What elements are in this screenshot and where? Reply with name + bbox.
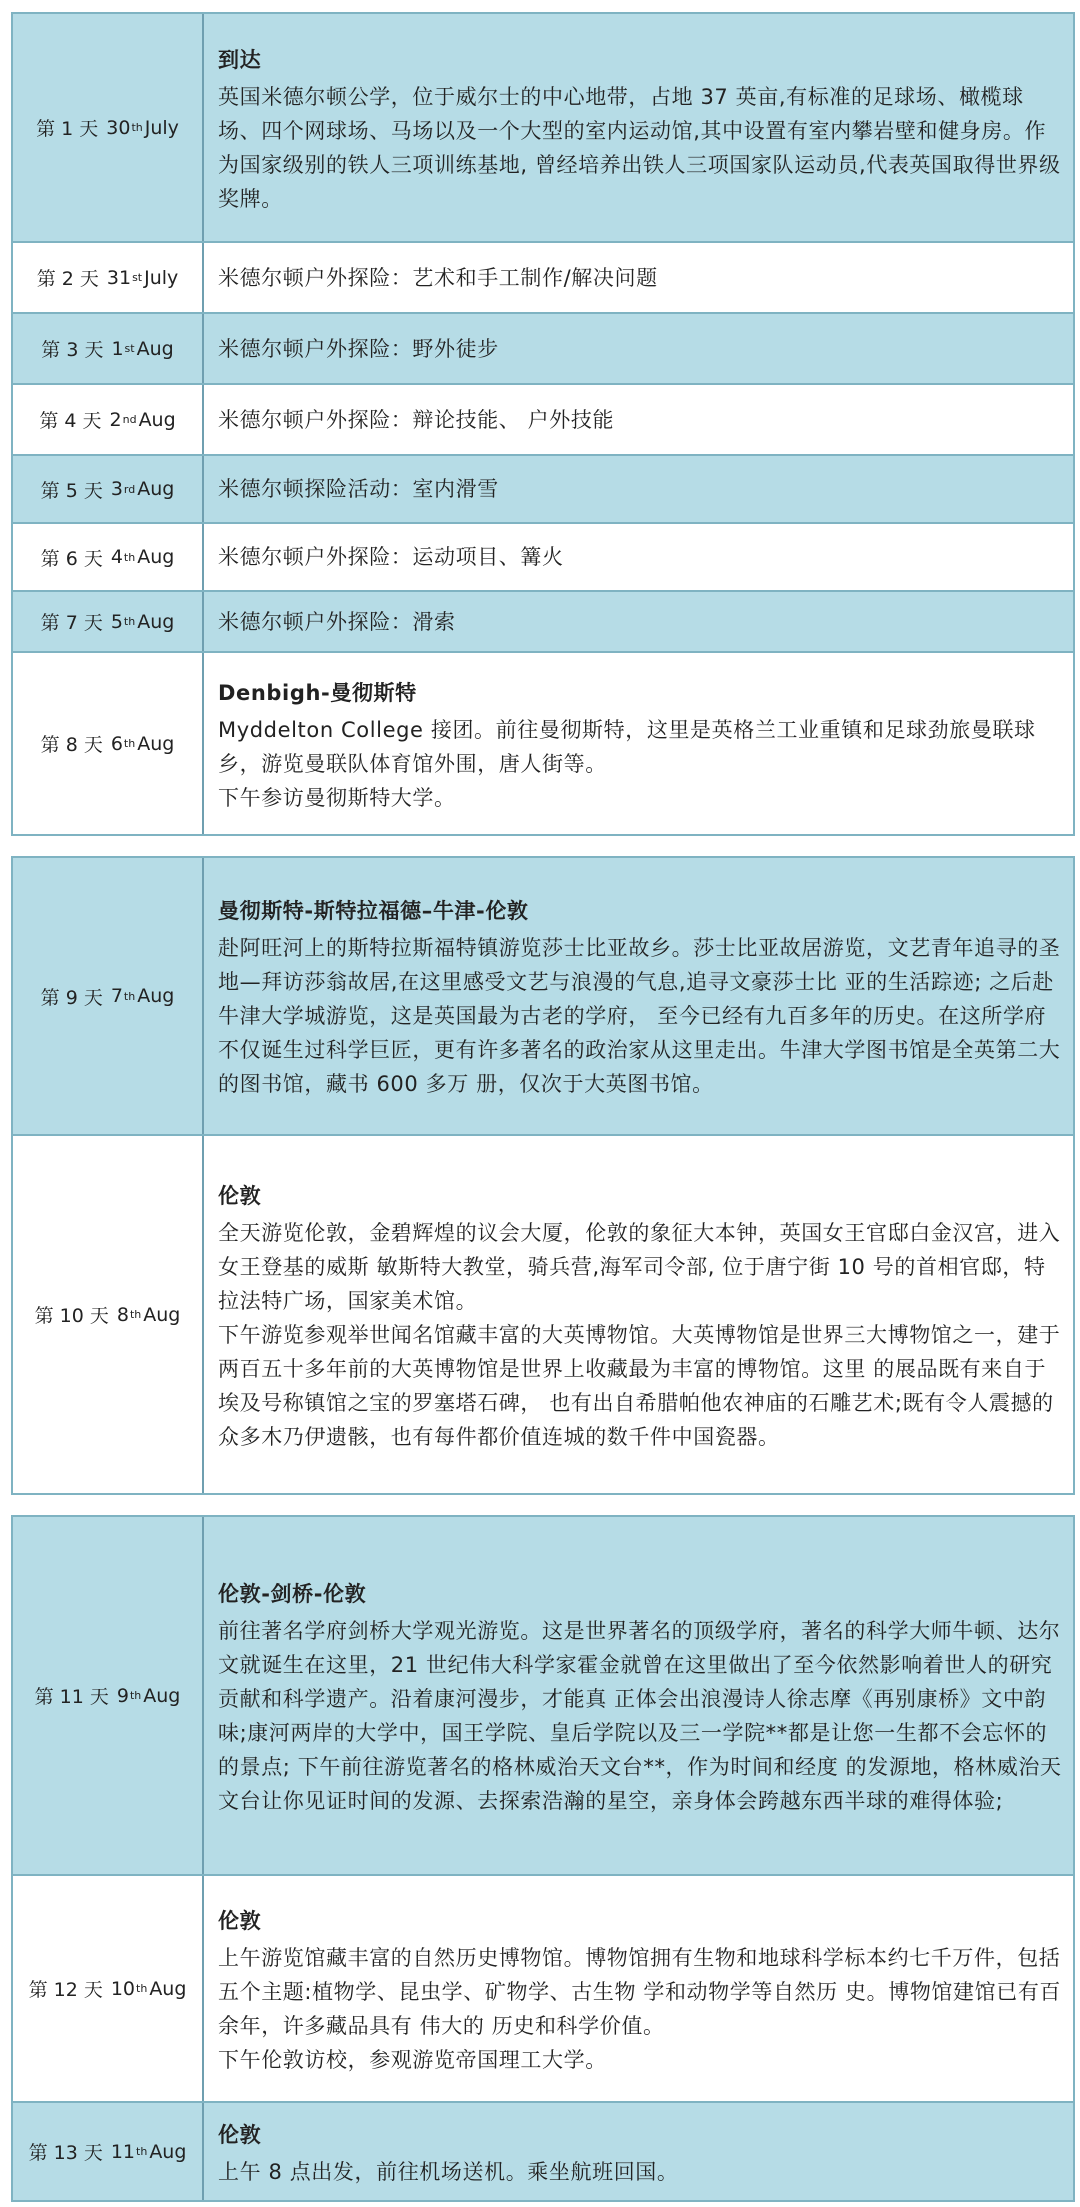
day-cell [13,385,204,454]
month: Aug [137,610,175,633]
itinerary-table [11,856,1075,1495]
month: Aug [138,408,176,431]
activity-title: 曼彻斯特-斯特拉福德–牛津-伦敦 [218,899,529,923]
activity-title: Denbigh-曼彻斯特 [218,680,417,705]
day-number: 第 1 天 [36,118,99,140]
date-number: 31 [106,266,132,289]
activity-cell [204,456,1073,522]
date-number: 2 [109,408,122,431]
activity-title: 伦敦 [218,1908,262,1933]
day-number: 第 5 天 [40,479,103,502]
activity-cell [204,314,1073,383]
day-cell [13,524,204,590]
activity-description: 前往著名学府剑桥大学观光游览。这是世界著名的顶级学府，著名的科学大师牛顿、达尔文就诞生在这里，21 世纪伟大科学家霍金就曾在这里做出了至今依然影响着世人的研究贡献和科学遗产。沿着康河漫步，才能真 正体会出浪漫诗人徐志摩《再别康桥》文中韵味;康河两岸的大学中，国王学院、皇后学院以及三一学院**都是让您一生都不会忘怀的的景点; 下午前往游览著名的格林威治天文台**，作为时间和经度 的发源地，格林威治天文台让你见证时间的发源、去探索浩瀚的星空，亲身体会跨越东西半球的难得体验; [218,1618,1062,1813]
day-number: 第 6 天 [40,547,103,570]
date-number: 6 [110,732,123,755]
day-number: 第 8 天 [40,734,103,756]
activity-cell [204,524,1073,590]
activity-cell [204,1876,1073,2101]
activity-description: 米德尔顿户外探险：运动项目、篝火 [218,545,564,569]
day-cell [13,858,204,1134]
day-number: 第 7 天 [40,612,103,634]
activity-description: 下午游览参观举世闻名馆藏丰富的大英博物馆。大英博物馆是世界三大博物馆之一，建于两百五十多年前的大英博物馆是世界上收藏最为丰富的博物馆。这里 的展品既有来自于埃及号称镇馆之宝的罗塞塔石碑， 也有出自希腊帕他农神庙的石雕艺术;既有令人震撼的众多木乃伊遗骸，也有每件都价值连城的数千件中国瓷器。 [218,1322,1061,1449]
itinerary-row [13,1517,1073,1874]
itinerary-row [13,383,1073,454]
date-suffix: th [131,121,143,134]
day-cell [13,592,204,651]
date-number: 11 [110,2140,136,2163]
date-suffix: st [124,342,135,355]
date-number: 3 [110,478,123,500]
itinerary-table [11,1515,1075,2202]
day-number: 第 12 天 [28,1979,103,2001]
activity-cell [204,2103,1073,2200]
date-number: 30 [106,116,131,139]
activity-title: 伦敦 [218,2122,262,2147]
date-suffix: th [129,1689,142,1702]
itinerary-row [13,858,1073,1134]
activity-description: 米德尔顿户外探险：辩论技能、 户外技能 [218,407,615,432]
itinerary-row [13,1874,1073,2101]
itinerary-row [13,590,1073,651]
activity-cell [204,592,1073,651]
month: Aug [143,1303,181,1326]
date-suffix: th [136,2145,148,2158]
day-cell [13,314,204,383]
activity-cell [204,385,1073,454]
date-suffix: nd [122,413,137,426]
activity-title: 伦敦-剑桥-伦敦 [218,1581,367,1606]
month: Aug [149,1977,187,2000]
day-cell [13,1517,204,1874]
activity-title: 伦敦 [218,1183,262,1208]
month: Aug [137,478,175,500]
activity-description: 下午参访曼彻斯特大学。 [218,785,456,810]
date-suffix: th [136,1982,148,1995]
itinerary-row [13,651,1073,834]
activity-cell [204,1136,1073,1493]
date-number: 8 [116,1303,129,1326]
itinerary-row [13,1134,1073,1493]
date-number: 9 [116,1684,129,1707]
itinerary-row [13,454,1073,522]
date-number: 4 [110,546,123,568]
date-suffix: st [132,271,143,284]
day-cell [13,14,204,241]
activity-cell [204,1517,1073,1874]
activity-cell [204,858,1073,1134]
activity-description: 米德尔顿户外探险：滑索 [218,609,456,634]
activity-cell [204,243,1073,312]
day-cell [13,243,204,312]
activity-description: 下午伦敦访校，参观游览帝国理工大学。 [218,2047,607,2072]
day-number: 第 4 天 [39,410,102,432]
date-number: 10 [110,1977,136,2000]
activity-description: 上午游览馆藏丰富的自然历史博物馆。博物馆拥有生物和地球科学标本约七千万件，包括五个主题:植物学、昆虫学、矿物学、古生物 学和动物学等自然历 史。博物馆建馆已有百余年，许多藏品具有 伟大的 历史和科学价值。 [218,1945,1062,2038]
day-number: 第 13 天 [28,2142,103,2164]
month: July [144,116,179,139]
day-cell [13,2103,204,2200]
month: Aug [149,2140,187,2163]
date-number: 1 [111,337,124,360]
month: Aug [137,985,175,1007]
activity-description: Myddelton College 接团。前往曼彻斯特，这里是英格兰工业重镇和足球劲旅曼联球乡，游览曼联队体育馆外围，唐人街等。 [218,717,1036,776]
day-cell [13,1136,204,1493]
activity-description: 英国米德尔顿公学，位于威尔士的中心地带，占地 37 英亩,有标准的足球场、橄榄球场、四个网球场、马场以及一个大型的室内运动馆,其中设置有室内攀岩壁和健身房。作为国家级别的铁人三项训练基地, 曾经培养出铁人三项国家队运动员,代表英国取得世界级奖牌。 [218,84,1061,211]
itinerary-table [11,12,1075,836]
month: July [144,266,179,289]
activity-description: 米德尔顿户外探险：野外徒步 [218,336,499,361]
day-cell [13,456,204,522]
itinerary-row [13,2101,1073,2200]
date-suffix: th [123,615,136,628]
day-number: 第 10 天 [34,1305,109,1327]
date-number: 5 [110,610,123,633]
month: Aug [137,546,175,568]
day-number: 第 11 天 [34,1686,109,1708]
activity-cell [204,653,1073,834]
date-suffix: th [129,1308,142,1321]
date-suffix: th [123,989,136,1003]
activity-description: 赴阿旺河上的斯特拉斯福特镇游览莎士比亚故乡。莎士比亚故居游览，文艺青年追寻的圣地—拜访莎翁故居,在这里感受文艺与浪漫的气息,追寻文豪莎士比 亚的生活踪迹; 之后赴牛津大学城游览，这是英国最为古老的学府， 至今已经有九百多年的历史。在这所学府不仅诞生过科学巨匠，更有许多著名的政治家从这里走出。牛津大学图书馆是全英第二大的图书馆，藏书 600 多万 册，仅次于大英图书馆。 [218,936,1061,1096]
date-suffix: rd [123,482,136,496]
day-number: 第 9 天 [40,986,103,1009]
day-cell [13,1876,204,2101]
itinerary-row [13,14,1073,241]
activity-description: 米德尔顿探险活动：室内滑雪 [218,477,499,501]
month: Aug [136,337,174,360]
activity-cell [204,14,1073,241]
day-cell [13,653,204,834]
date-suffix: th [123,737,136,750]
date-suffix: th [123,550,136,564]
activity-description: 米德尔顿户外探险：艺术和手工制作/解决问题 [218,265,658,290]
month: Aug [143,1684,181,1707]
activity-description: 全天游览伦敦，金碧辉煌的议会大厦，伦敦的象征大本钟，英国女王官邸白金汉宫，进入女王登基的威斯 敏斯特大教堂，骑兵营,海军司令部, 位于唐宁街 10 号的首相官邸，特拉法特广场，国家美术馆。 [218,1220,1061,1313]
day-number: 第 3 天 [41,339,104,361]
day-number: 第 2 天 [36,268,99,290]
itinerary-row [13,241,1073,312]
date-number: 7 [110,985,123,1007]
activity-description: 上午 8 点出发，前往机场送机。乘坐航班回国。 [218,2159,679,2184]
itinerary-row [13,522,1073,590]
itinerary-row [13,312,1073,383]
activity-title: 到达 [218,47,262,72]
month: Aug [137,732,175,755]
